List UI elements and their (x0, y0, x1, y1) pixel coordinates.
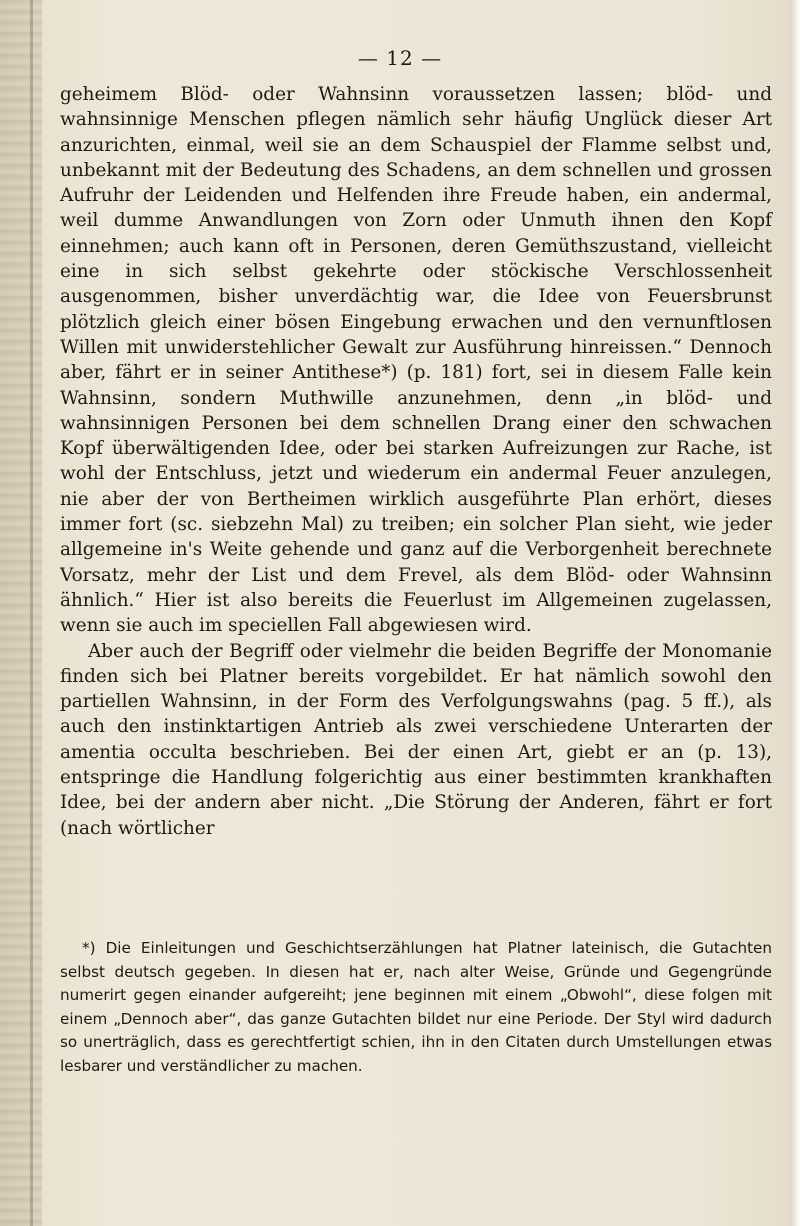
page-number-header: — 12 — (357, 46, 443, 70)
page-edge (790, 0, 800, 1226)
footnote (60, 937, 772, 1079)
paragraph-2: Aber auch der Begriff oder vielmehr die beiden Begriffe der Monomanie finden sich bei Platner bereits vorgebildet. Er hat nämlich sowohl den partiellen Wahnsinn, in der Form des Verfolgungswahns (pag. 5 ff.), als auch den instinktartigen Antrieb als zwei verschiedene Unterarten der amentia occulta beschrieben. Bei der einen Art, giebt er an (p. 13), entspringe die Handlung folgerichtig aus einer bestimmten krankhaften Idee, bei der andern aber nicht. „Die Störung der Anderen, fährt er fort (nach wörtlicher (60, 640, 772, 839)
footnote-separator (60, 932, 772, 933)
footnote-text: *) Die Einleitungen und Geschichtserzählungen hat Platner lateinisch, die Gutachten selbst deutsch gegeben. In diesen hat er, nach alter Weise, Gründe und Gegengründe numerirt gegen einander aufgereiht; jene beginnen mit einem „Obwohl“, diese folgen mit einem „Dennoch aber“, das ganze Gutachten bildet nur eine Periode. Der Styl wird dadurch so unerträglich, dass es gerechtfertigt schien, ihn in den Citaten durch Umstellungen etwas lesbarer und verständlicher zu machen. (60, 939, 772, 1075)
binding-gutter (0, 0, 42, 1226)
paragraph-1: geheimem Blöd- oder Wahnsinn voraussetzen lassen; blöd- und wahnsinnige Menschen pflegen nämlich sehr häufig Unglück dieser Art anzurichten, einmal, weil sie an dem Schauspiel der Flamme selbst und, unbekannt mit der Bedeutung des Schadens, an dem schnellen und grossen Aufruhr der Leidenden und Helfenden ihre Freude haben, ein andermal, weil dumme Anwandlungen von Zorn oder Unmuth ihnen den Kopf einnehmen; auch kann oft in Personen, deren Gemüthszustand, vielleicht eine in sich selbst gekehrte oder stöckische Verschlossenheit ausgenommen, bisher unverdächtig war, die Idee von Feuersbrunst plötzlich gleich einer bösen Eingebung erwachen und den vernunftlosen Willen mit unwiderstehlicher Gewalt zur Ausführung hinreissen.“ Dennoch aber, fährt er in seiner Antithese*) (p. 181) fort, sei in diesem Falle kein Wahnsinn, sondern Muthwille anzunehmen, denn „in blöd- und wahnsinnigen Personen bei dem schnellen Drang einer den schwachen Kopf überwältigenden Idee, oder bei starken Aufreizungen zur Rache, ist wohl der Entschluss, jetzt und wiederum ein andermal Feuer anzulegen, nie aber der von Bertheimen wirklich ausgeführte Plan erhört, dieses immer fort (sc. siebzehn Mal) zu treiben; ein solcher Plan sieht, wie jeder allgemeine in's Weite gehende und ganz auf die Verborgenheit berechnete Vorsatz, mehr der List und dem Frevel, als dem Blöd- oder Wahnsinn ähnlich.“ Hier ist also bereits die Feuerlust im Allgemeinen zugelassen, wenn sie auch im speciellen Fall abgewiesen wird. (60, 84, 772, 637)
binding-edge (30, 0, 33, 1226)
main-text (60, 82, 772, 841)
